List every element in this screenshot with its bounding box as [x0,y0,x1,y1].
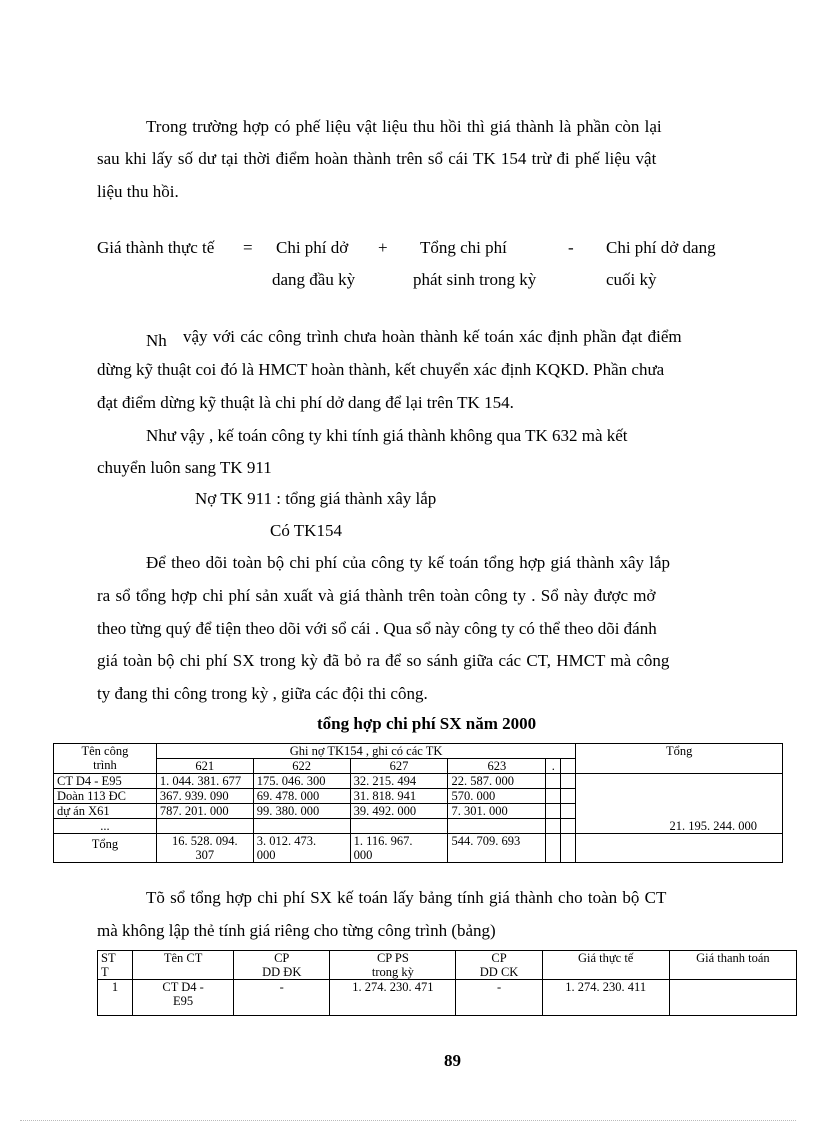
empty-cell [561,789,576,804]
header-account: . [546,759,561,774]
paragraph-5-line-2: mà không lập thẻ tính giá riêng cho từng công trình (bảng) [97,921,496,940]
paragraph-4-line-3: theo từng quý để tiện theo dõi với sổ cái . Qua sổ này công ty có thể theo dõi đánh [97,619,657,638]
cell-621 [156,819,253,834]
cell-623: 22. 587. 000 [448,774,546,789]
formula-lhs: Giá thành thực tế [97,238,215,257]
paragraph-4-line-2: ra sổ tổng hợp chi phí sản xuất và giá thành trên toàn công ty . Sổ này được mở [97,586,656,605]
cell-621: 1. 044. 381. 677 [156,774,253,789]
project-name: Doàn 113 ĐC [54,789,157,804]
formula-term-1-line-1: Chi phí dở [276,238,349,257]
formula-term-1-line-2: dang đầu kỳ [272,270,356,289]
paragraph-4-line-1: Để theo dõi toàn bộ chi phí của công ty kế toán tổng hợp giá thành xây lắp [146,553,671,572]
formula-term-3-line-1: Chi phí dở dang [606,238,716,257]
row-project: CT D4 - E95 [133,980,234,1016]
row-settlement-price [669,980,796,1016]
paragraph-3-line-1: Như vậy , kế toán công ty khi tính giá thành không qua TK 632 mà kết [146,426,628,445]
header-stt: ST T [98,951,133,980]
paragraph-2-line-1: vậy với các công trình chưa hoàn thành kế toán xác định phần đạt điểm [183,327,682,346]
project-name: ... [54,819,157,834]
empty-cell [546,789,561,804]
page-number: 89 [444,1051,461,1070]
page-footer-divider [20,1120,796,1121]
empty-cell [546,819,561,834]
empty-cell [546,834,561,863]
row-period-cost: 1. 274. 230. 471 [330,980,456,1016]
empty-cell [561,774,576,789]
row-actual-cost: 1. 274. 230. 411 [542,980,669,1016]
paragraph-5-line-1: Tõ sổ tổng hợp chi phí SX kế toán lấy bảng tính giá thành cho toàn bộ CT [146,888,667,907]
cell-623 [448,819,546,834]
cell-627 [350,819,448,834]
header-period-cost: CP PS trong kỳ [330,951,456,980]
total-623: 544. 709. 693 [448,834,546,863]
cost-summary-table [53,743,783,863]
formula-equals: = [243,238,253,257]
empty-cell [561,819,576,834]
header-account: 621 [156,759,253,774]
paragraph-2-line-1-start: Nh [146,331,167,350]
empty-cell [561,834,576,863]
row-opening-wip: - [234,980,330,1016]
cell-627: 32. 215. 494 [350,774,448,789]
header-name: Tên công trình [54,744,157,774]
paragraph-2-line-3: đạt điểm dừng kỹ thuật là chi phí dở dang để lại trên TK 154. [97,393,514,412]
project-name: CT D4 - E95 [54,774,157,789]
paragraph-1-line-3: liệu thu hồi. [97,182,179,201]
cell-621: 367. 939. 090 [156,789,253,804]
formula-plus: + [378,238,388,257]
row-closing-wip: - [456,980,542,1016]
empty-cell [546,774,561,789]
header-opening-wip: CP DD ĐK [234,951,330,980]
formula-term-3-line-2: cuối kỳ [606,270,657,289]
cell-622: 175. 046. 300 [253,774,350,789]
paragraph-4-line-4: giá toàn bộ chi phí SX trong kỳ đã bỏ ra để so sánh giữa các CT, HMCT mà công [97,651,670,670]
journal-entry-debit: Nợ TK 911 : tổng giá thành xây lắp [195,489,437,508]
header-settlement-price: Giá thanh toán [669,951,796,980]
table-row [54,774,783,789]
paragraph-1-line-2: sau khi lấy số dư tại thời điểm hoàn thành trên sổ cái TK 154 trừ đi phế liệu vật [97,149,657,168]
cell-623: 570. 000 [448,789,546,804]
total-622: 3. 012. 473. 000 [253,834,350,863]
paragraph-4-line-5: ty đang thi công trong kỳ , giữa các đội thi công. [97,684,428,703]
empty-cell [546,804,561,819]
total-621: 16. 528. 094. 307 [156,834,253,863]
cell-622 [253,819,350,834]
paragraph-3-line-2: chuyển luôn sang TK 911 [97,458,272,477]
table-row [54,744,783,759]
paragraph-1-line-1: Trong trường hợp có phế liệu vật liệu thu hồi thì giá thành là phần còn lại [146,117,662,136]
header-account: 627 [350,759,448,774]
header-total: Tổng [576,744,783,774]
paragraph-2-line-2: dừng kỹ thuật coi đó là HMCT hoàn thành, kết chuyển xác định KQKD. Phần chưa [97,360,665,379]
formula-term-2-line-1: Tổng chi phí [420,238,507,257]
cell-621: 787. 201. 000 [156,804,253,819]
table-row [98,980,797,1016]
header-project: Tên CT [133,951,234,980]
cell-627: 39. 492. 000 [350,804,448,819]
empty-cell [561,804,576,819]
formula-term-2-line-2: phát sinh trong kỳ [413,270,537,289]
project-name: dự án X61 [54,804,157,819]
table-1-title: tổng hợp chi phí SX năm 2000 [317,714,537,733]
journal-entry-credit: Có TK154 [270,521,342,540]
cell-622: 99. 380. 000 [253,804,350,819]
grand-total: 21. 195. 244. 000 [576,774,783,834]
table-row [54,834,783,863]
totals-label: Tổng [54,834,157,863]
header-closing-wip: CP DD CK [456,951,542,980]
total-627: 1. 116. 967. 000 [350,834,448,863]
empty-cell [576,834,783,863]
header-account: 623 [448,759,546,774]
header-actual-cost: Giá thực tế [542,951,669,980]
header-account: 622 [253,759,350,774]
formula-minus: - [568,238,574,257]
cell-627: 31. 818. 941 [350,789,448,804]
cell-622: 69. 478. 000 [253,789,350,804]
empty-cell [561,759,576,774]
cost-price-table [97,950,797,1016]
table-row [98,951,797,980]
header-group: Ghi nợ TK154 , ghi có các TK [156,744,575,759]
row-stt: 1 [98,980,133,1016]
cell-623: 7. 301. 000 [448,804,546,819]
